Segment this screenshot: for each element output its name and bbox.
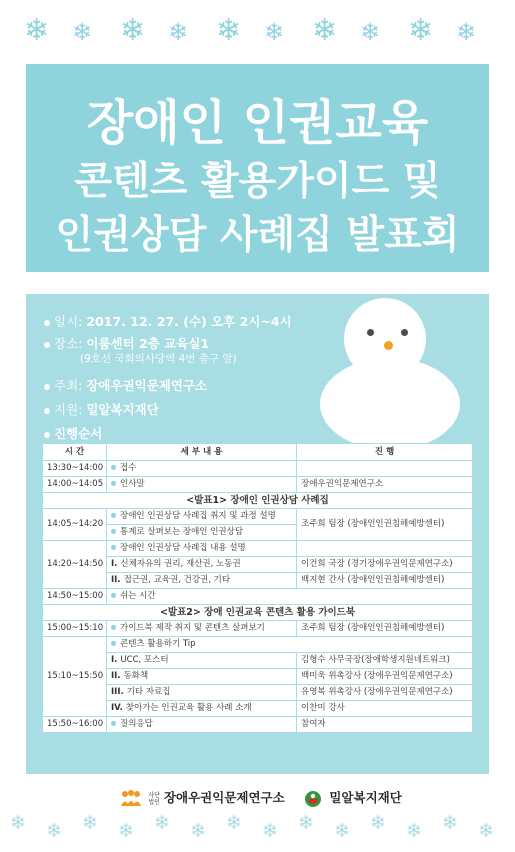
snowflake-icon: ❄ — [442, 812, 458, 834]
bullet-icon — [111, 465, 116, 470]
bullet-icon — [111, 641, 116, 646]
snowflake-icon: ❄ — [370, 812, 386, 834]
snowflake-icon: ❄ — [360, 18, 381, 46]
bullet-icon — [111, 593, 116, 598]
content-text: UCC, 포스터 — [120, 655, 169, 665]
content-text: 찾아가는 인권교육 활용 사례 소개 — [125, 703, 252, 713]
table-row — [43, 685, 473, 701]
time-cell: 15:00~15:10 — [43, 621, 107, 637]
snowflake-icon: ❄ — [46, 820, 62, 842]
info-place — [44, 334, 237, 366]
content-text: 질의응답 — [120, 719, 153, 729]
date-value: 2017. 12. 27. (수) 오후 2시~4시 — [86, 314, 292, 329]
snowflake-icon: ❄ — [262, 820, 278, 842]
host-cell: 참여자 — [297, 717, 473, 733]
time-cell: 14:05~14:20 — [43, 509, 107, 541]
info-order — [44, 424, 102, 442]
table-row — [43, 621, 473, 637]
roman-numeral: IV. — [111, 703, 123, 713]
host-cell: 조주희 팀장 (장애인인권침해예방센터) — [297, 621, 473, 637]
table-row — [43, 637, 473, 653]
title-banner — [26, 64, 489, 272]
snowflake-icon: ❄ — [226, 812, 242, 834]
place-label: 장소: — [54, 336, 83, 351]
roman-numeral: III. — [111, 687, 124, 697]
snowflake-icon: ❄ — [298, 812, 314, 834]
logo1-prefix-bottom: 법인 — [148, 798, 160, 806]
content-cell — [107, 685, 297, 701]
snowflake-icon: ❄ — [72, 18, 93, 46]
support-label: 지원: — [54, 402, 83, 417]
logo1-name: 장애우권익문제연구소 — [163, 790, 285, 805]
snowflake-icon: ❄ — [154, 812, 170, 834]
host-cell: 백지현 간사 (장애인인권침해예방센터) — [297, 573, 473, 589]
table-row — [43, 653, 473, 669]
content-cell — [107, 541, 297, 557]
event-info-panel — [26, 294, 489, 774]
content-text: 접근권, 교육권, 건강권, 기타 — [123, 575, 231, 585]
table-row — [43, 477, 473, 493]
host-cell: 김형수 사무국장(장애학생지원네트워크) — [297, 653, 473, 669]
bullet-icon — [111, 721, 116, 726]
snowflake-icon: ❄ — [216, 13, 242, 48]
title-line-1: 장애인 인권교육 — [86, 95, 429, 151]
host-cell — [297, 541, 473, 557]
content-text: 신체자유의 권리, 재산권, 노동권 — [120, 559, 241, 569]
snowflake-icon: ❄ — [478, 820, 494, 842]
logo1-prefix-top: 사단 — [148, 791, 160, 799]
info-host — [44, 376, 207, 394]
bullet-icon — [111, 625, 116, 630]
host-cell: 이건희 국장 (경기장애우권익문제연구소) — [297, 557, 473, 573]
milal-logo — [304, 788, 402, 808]
bullet-icon — [111, 481, 116, 486]
table-row — [43, 717, 473, 733]
content-cell — [107, 525, 297, 541]
content-cell — [107, 509, 297, 525]
table-row — [43, 573, 473, 589]
content-text: 장애인 인권상담 사례집 취지 및 과정 설명 — [120, 511, 276, 521]
place-sub: (9호선 국회의사당역 4번 출구 앞) — [80, 353, 237, 365]
support-value: 밀알복지재단 — [86, 402, 159, 417]
snowflake-icon: ❄ — [10, 812, 26, 834]
content-cell — [107, 717, 297, 733]
host-cell: 이찬미 강사 — [297, 701, 473, 717]
host-label: 주최: — [54, 378, 83, 393]
logo2-name: 밀알복지재단 — [329, 790, 402, 805]
table-row — [43, 589, 473, 605]
host-cell: 조주희 팀장 (장애인인권침해예방센터) — [297, 509, 473, 541]
content-text: 콘텐츠 활용하기 Tip — [120, 639, 196, 649]
title-line-3: 인권상담 사례집 발표회 — [55, 213, 460, 258]
time-cell: 13:30~14:00 — [43, 461, 107, 477]
roman-numeral: I. — [111, 559, 118, 569]
content-cell — [107, 461, 297, 477]
date-label: 일시: — [54, 314, 83, 329]
content-text: 장애인 인권상담 사례집 내용 설명 — [120, 543, 246, 553]
content-cell — [107, 637, 473, 653]
info-date — [44, 312, 292, 330]
table-row — [43, 461, 473, 477]
info-support — [44, 400, 159, 418]
organizer-logos — [0, 784, 515, 812]
time-cell: 14:50~15:00 — [43, 589, 107, 605]
roman-numeral: II. — [111, 575, 121, 585]
host-cell: 유영복 위촉강사 (장애우권익문제연구소) — [297, 685, 473, 701]
time-cell: 14:20~14:50 — [43, 541, 107, 589]
content-cell — [107, 701, 297, 717]
content-text: 가이드북 제작 취지 및 콘텐츠 살펴보기 — [120, 623, 265, 633]
content-text: 통계로 살펴보는 장애인 인권상담 — [120, 527, 244, 537]
roman-numeral: I. — [111, 655, 118, 665]
snowflake-icon: ❄ — [312, 13, 338, 48]
snowflake-icon: ❄ — [82, 812, 98, 834]
host-cell — [297, 461, 473, 477]
order-label: 진행순서 — [54, 426, 103, 441]
snowflake-icon: ❄ — [408, 13, 434, 48]
schedule-header-row — [43, 444, 473, 461]
bullet-icon — [111, 529, 116, 534]
snowflake-icon: ❄ — [24, 13, 50, 48]
content-text: 접수 — [120, 463, 137, 473]
snowflake-icon: ❄ — [118, 820, 134, 842]
schedule-section-row — [43, 605, 473, 621]
milal-icon — [304, 790, 322, 808]
content-cell — [107, 573, 297, 589]
time-cell: 15:50~16:00 — [43, 717, 107, 733]
schedule-section-row — [43, 493, 473, 509]
content-text: 동화책 — [123, 671, 149, 681]
table-row — [43, 557, 473, 573]
bullet-icon — [111, 513, 116, 518]
time-cell: 14:00~14:05 — [43, 477, 107, 493]
time-cell: 15:10~15:50 — [43, 637, 107, 717]
section-title: <발표1> 장애인 인권상담 사례집 — [43, 493, 473, 509]
schedule-header-cell: 시 간 — [43, 444, 107, 461]
content-cell — [107, 557, 297, 573]
content-cell — [107, 477, 297, 493]
place-value: 이룸센터 2층 교육실1 — [86, 336, 210, 351]
snowflake-icon: ❄ — [190, 820, 206, 842]
kddr-people-icon — [120, 790, 142, 808]
host-cell: 장애우권익문제연구소 — [297, 477, 473, 493]
kddr-logo — [120, 788, 285, 808]
schedule-header-cell: 진 행 — [297, 444, 473, 461]
snowflake-icon: ❄ — [264, 18, 285, 46]
content-cell — [107, 589, 473, 605]
content-text: 인사말 — [120, 479, 145, 489]
section-title: <발표2> 장애 인권교육 콘텐츠 활용 가이드북 — [43, 605, 473, 621]
title-line-2: 콘텐츠 활용가이드 및 — [74, 159, 441, 204]
table-row — [43, 541, 473, 557]
snowflake-icon: ❄ — [168, 18, 189, 46]
host-value: 장애우권익문제연구소 — [86, 378, 208, 393]
content-text: 기타 자료집 — [126, 687, 171, 697]
table-row — [43, 509, 473, 525]
content-text: 쉬는 시간 — [120, 591, 156, 601]
schedule-header-cell: 세 부 내 용 — [107, 444, 297, 461]
roman-numeral: II. — [111, 671, 121, 681]
snowflake-icon: ❄ — [406, 820, 422, 842]
content-cell — [107, 669, 297, 685]
bullet-icon — [111, 545, 116, 550]
table-row — [43, 669, 473, 685]
host-cell: 백미욱 위촉강사 (장애우권익문제연구소) — [297, 669, 473, 685]
schedule-table — [42, 443, 473, 733]
table-row — [43, 701, 473, 717]
snowflake-icon: ❄ — [120, 13, 146, 48]
snowflake-icon: ❄ — [456, 18, 477, 46]
content-cell — [107, 621, 297, 637]
snowflake-icon: ❄ — [334, 820, 350, 842]
content-cell — [107, 653, 297, 669]
